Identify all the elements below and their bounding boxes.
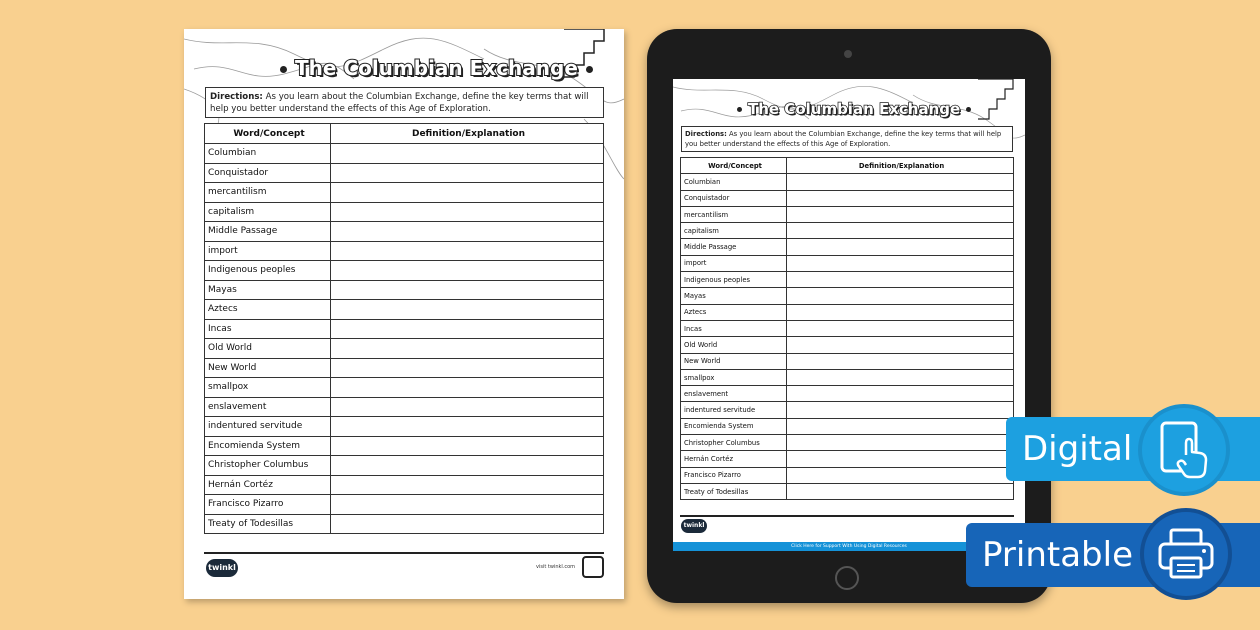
definition-cell[interactable] xyxy=(787,272,1014,288)
term-cell: smallpox xyxy=(205,378,331,398)
table-row xyxy=(681,451,1014,467)
table-row xyxy=(205,436,604,456)
tablet-touch-icon-glyph xyxy=(1156,419,1212,481)
term-cell: Old World xyxy=(205,339,331,359)
term-cell: Aztecs xyxy=(205,300,331,320)
table-header-row xyxy=(681,158,1014,174)
term-cell: Francisco Pizarro xyxy=(681,467,787,483)
definition-cell[interactable] xyxy=(787,239,1014,255)
table-row xyxy=(681,353,1014,369)
definition-cell[interactable] xyxy=(787,353,1014,369)
term-cell: Francisco Pizarro xyxy=(205,495,331,515)
term-cell: Mayas xyxy=(681,288,787,304)
term-cell: Aztecs xyxy=(681,304,787,320)
title-dot-left xyxy=(280,66,287,73)
table-row xyxy=(681,190,1014,206)
definition-cell[interactable] xyxy=(787,320,1014,336)
table-row xyxy=(205,456,604,476)
definition-cell[interactable] xyxy=(787,467,1014,483)
twinkl-logo: twinkl xyxy=(206,559,238,577)
title-dot-right xyxy=(586,66,593,73)
definition-cell[interactable] xyxy=(331,475,604,495)
table-row xyxy=(205,222,604,242)
terms-table xyxy=(680,157,1014,500)
title-text: The Columbian Exchange xyxy=(295,56,578,80)
term-cell: smallpox xyxy=(681,369,787,385)
table-row xyxy=(205,319,604,339)
quality-seal-icon xyxy=(582,556,604,578)
term-cell: Incas xyxy=(681,320,787,336)
definition-cell[interactable] xyxy=(787,483,1014,499)
table-row xyxy=(681,272,1014,288)
definition-cell[interactable] xyxy=(331,436,604,456)
table-row xyxy=(205,280,604,300)
term-cell: New World xyxy=(205,358,331,378)
term-cell: indentured servitude xyxy=(681,402,787,418)
table-row xyxy=(205,495,604,515)
term-cell: Old World xyxy=(681,337,787,353)
definition-cell[interactable] xyxy=(331,163,604,183)
term-cell: capitalism xyxy=(681,223,787,239)
terms-body xyxy=(205,144,604,534)
definition-cell[interactable] xyxy=(331,495,604,515)
definition-cell[interactable] xyxy=(787,337,1014,353)
definition-cell[interactable] xyxy=(331,514,604,534)
term-cell: capitalism xyxy=(205,202,331,222)
definition-cell[interactable] xyxy=(331,319,604,339)
term-cell: Christopher Columbus xyxy=(205,456,331,476)
table-row xyxy=(205,163,604,183)
digital-badge-label: Digital xyxy=(1022,429,1133,469)
worksheet-title xyxy=(272,56,601,80)
column-header-definition: Definition/Explanation xyxy=(787,158,1014,174)
definition-cell[interactable] xyxy=(787,255,1014,271)
terms-body xyxy=(681,174,1014,500)
definition-cell[interactable] xyxy=(331,378,604,398)
definition-cell[interactable] xyxy=(787,451,1014,467)
table-header-row xyxy=(205,124,604,144)
tablet-device xyxy=(647,29,1051,603)
directions-label: Directions: xyxy=(685,130,727,138)
table-row xyxy=(681,304,1014,320)
term-cell: import xyxy=(205,241,331,261)
definition-cell[interactable] xyxy=(787,288,1014,304)
title-dot-right xyxy=(966,107,971,112)
twinkl-logo: twinkl xyxy=(681,519,707,533)
printer-icon-glyph xyxy=(1156,527,1216,581)
definition-cell[interactable] xyxy=(331,300,604,320)
table-row xyxy=(205,300,604,320)
column-header-word: Word/Concept xyxy=(681,158,787,174)
printable-worksheet xyxy=(184,29,624,599)
term-cell: Hernán Cortéz xyxy=(681,451,787,467)
definition-cell[interactable] xyxy=(331,144,604,164)
term-cell: Christopher Columbus xyxy=(681,435,787,451)
footer-divider xyxy=(680,515,1014,517)
title-dot-left xyxy=(737,107,742,112)
table-row xyxy=(205,261,604,281)
table-row xyxy=(205,144,604,164)
table-row xyxy=(205,183,604,203)
digital-worksheet xyxy=(673,79,1025,551)
definition-cell[interactable] xyxy=(787,369,1014,385)
term-cell: Encomienda System xyxy=(205,436,331,456)
term-cell: enslavement xyxy=(205,397,331,417)
definition-cell[interactable] xyxy=(787,174,1014,190)
home-button[interactable] xyxy=(835,566,859,590)
table-row xyxy=(205,241,604,261)
table-row xyxy=(681,255,1014,271)
table-row xyxy=(205,378,604,398)
table-row xyxy=(681,369,1014,385)
definition-cell[interactable] xyxy=(787,304,1014,320)
term-cell: Indigenous peoples xyxy=(205,261,331,281)
table-row xyxy=(681,320,1014,336)
printer-icon xyxy=(1140,508,1232,600)
term-cell: enslavement xyxy=(681,386,787,402)
table-row xyxy=(205,339,604,359)
definition-cell[interactable] xyxy=(331,339,604,359)
table-row xyxy=(205,358,604,378)
table-row xyxy=(681,223,1014,239)
term-cell: Middle Passage xyxy=(205,222,331,242)
term-cell: Mayas xyxy=(205,280,331,300)
directions-box xyxy=(205,87,604,118)
printable-badge-label: Printable xyxy=(982,535,1133,575)
terms-table xyxy=(204,123,604,534)
table-row xyxy=(681,483,1014,499)
table-row xyxy=(681,418,1014,434)
term-cell: Columbian xyxy=(681,174,787,190)
table-row xyxy=(681,386,1014,402)
term-cell: indentured servitude xyxy=(205,417,331,437)
definition-cell[interactable] xyxy=(331,241,604,261)
definition-cell[interactable] xyxy=(787,435,1014,451)
directions-label: Directions: xyxy=(210,92,263,102)
table-row xyxy=(205,417,604,437)
table-row xyxy=(681,206,1014,222)
table-row xyxy=(205,397,604,417)
column-header-definition: Definition/Explanation xyxy=(331,124,604,144)
term-cell: Hernán Cortéz xyxy=(205,475,331,495)
tablet-touch-icon xyxy=(1138,404,1230,496)
term-cell: Treaty of Todesillas xyxy=(205,514,331,534)
table-row xyxy=(681,435,1014,451)
table-row xyxy=(681,402,1014,418)
definition-cell[interactable] xyxy=(331,202,604,222)
term-cell: Incas xyxy=(205,319,331,339)
footer-url: visit twinkl.com xyxy=(536,564,576,570)
directions-text: As you learn about the Columbian Exchange, define the key terms that will help you better understand the effects of this Age of Exploration. xyxy=(210,92,589,114)
definition-cell[interactable] xyxy=(331,183,604,203)
term-cell: Encomienda System xyxy=(681,418,787,434)
table-row xyxy=(681,467,1014,483)
term-cell: mercantilism xyxy=(205,183,331,203)
term-cell: Indigenous peoples xyxy=(681,272,787,288)
definition-cell[interactable] xyxy=(787,206,1014,222)
table-row xyxy=(681,239,1014,255)
footer-divider xyxy=(204,552,604,554)
table-row xyxy=(681,174,1014,190)
definition-cell[interactable] xyxy=(331,397,604,417)
term-cell: Conquistador xyxy=(681,190,787,206)
worksheet-title xyxy=(731,100,977,118)
definition-cell[interactable] xyxy=(787,223,1014,239)
directions-box xyxy=(681,126,1013,152)
table-row xyxy=(205,202,604,222)
term-cell: Columbian xyxy=(205,144,331,164)
definition-cell[interactable] xyxy=(331,456,604,476)
table-row xyxy=(205,475,604,495)
term-cell: Middle Passage xyxy=(681,239,787,255)
definition-cell[interactable] xyxy=(331,358,604,378)
definition-cell[interactable] xyxy=(331,280,604,300)
table-row xyxy=(681,337,1014,353)
definition-cell[interactable] xyxy=(331,222,604,242)
directions-text: As you learn about the Columbian Exchange, define the key terms that will help you better understand the effects of this Age of Exploration. xyxy=(685,130,1002,148)
definition-cell[interactable] xyxy=(787,402,1014,418)
term-cell: mercantilism xyxy=(681,206,787,222)
term-cell: import xyxy=(681,255,787,271)
term-cell: Treaty of Todesillas xyxy=(681,483,787,499)
table-row xyxy=(681,288,1014,304)
digital-support-link[interactable]: Click Here for Support With Using Digital Resources xyxy=(673,542,1025,551)
definition-cell[interactable] xyxy=(331,261,604,281)
definition-cell[interactable] xyxy=(331,417,604,437)
column-header-word: Word/Concept xyxy=(205,124,331,144)
definition-cell[interactable] xyxy=(787,418,1014,434)
definition-cell[interactable] xyxy=(787,386,1014,402)
definition-cell[interactable] xyxy=(787,190,1014,206)
title-text: The Columbian Exchange xyxy=(748,100,961,118)
table-row xyxy=(205,514,604,534)
camera-icon xyxy=(844,50,852,58)
term-cell: New World xyxy=(681,353,787,369)
term-cell: Conquistador xyxy=(205,163,331,183)
